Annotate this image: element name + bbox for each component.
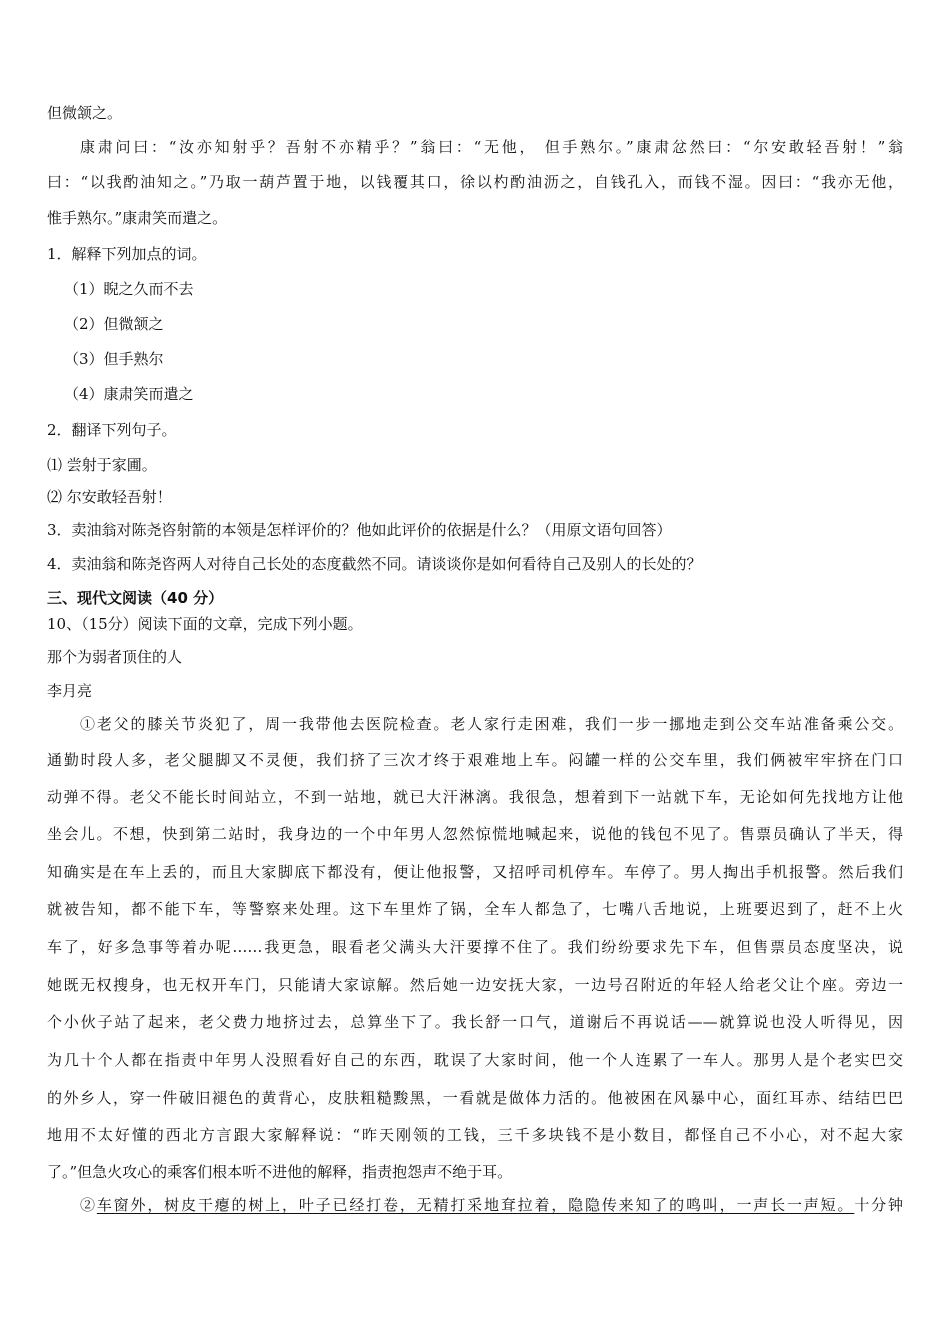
essay-line: 个小伙子站了起来，老父费力地挤过去，总算坐下了。我长舒一口气，道谢后不再说话——就算说也没人听得见，因 <box>47 1013 903 1031</box>
essay-line: ①老父的膝关节炎犯了，周一我带他去医院检查。老人家行走困难，我们一步一挪地走到公交车站准备乘公交。 <box>80 715 903 733</box>
essay-line: 就被告知，都不能下车，等警察来处理。这下车里炸了锅，全车人都急了，七嘴八舌地说，上班要迟到了，赶不上火 <box>47 900 903 918</box>
article-title: 那个为弱者顶住的人 <box>47 648 183 666</box>
question-1: 1．解释下列加点的词。 <box>47 245 207 263</box>
question-2-item: ⑵ 尔安敢轻吾射！ <box>47 488 172 506</box>
underlined-sentence: 车窗外，树皮干瘪的树上，叶子已经打卷，无精打采地耷拉着，隐隐传来知了的鸣叫，一声长一声短。 <box>96 1196 855 1214</box>
article-author: 李月亮 <box>47 682 93 700</box>
question-4: 4．卖油翁和陈尧咨两人对待自己长处的态度截然不同。请谈谈你是如何看待自己及别人的长处的？ <box>47 555 702 573</box>
essay-line: 通勤时段人多，老父腿脚又不灵便，我们挤了三次才终于艰难地上车。闷罐一样的公交车里，我们俩被牢牢挤在门口 <box>47 751 903 769</box>
essay-line: 动弹不得。老父不能长时间站立，不到一站地，就已大汗淋漓。我很急，想着到下一站就下车，无论如何先找地方让他 <box>47 788 903 806</box>
essay-line: 为几十个人都在指责中年男人没照看好自己的东西，耽误了大家时间，他一个人连累了一车人。那男人是个老实巴交 <box>47 1051 903 1069</box>
essay-line: 坐会儿。不想，快到第二站时，我身边的一个中年男人忽然惊慌地喊起来，说他的钱包不见了。售票员确认了半天，得 <box>47 825 903 843</box>
section-heading: 三、现代文阅读（40 分） <box>47 589 224 607</box>
question-1-item: （4）康肃笑而遣之 <box>64 385 194 403</box>
question-1-item: （1）睨之久而不去 <box>64 280 194 298</box>
question-3: 3．卖油翁对陈尧咨射箭的本领是怎样评价的？他如此评价的依据是什么？（用原文语句回答） <box>47 521 672 539</box>
question-1-item: （3）但手熟尔 <box>64 350 164 368</box>
essay-paragraph-2-line <box>80 1195 903 1215</box>
essay-line: 车了，好多急事等着办呢……我更急，眼看老父满头大汗要撑不住了。我们纷纷要求先下车，但售票员态度坚决，说 <box>47 938 903 956</box>
paragraph-marker: ② <box>80 1196 97 1214</box>
classical-text-line: 康肃问曰：“汝亦知射乎？吾射不亦精乎？”翁曰：“无他， 但手熟尔。”康肃忿然曰：“尔安敢轻吾射！”翁 <box>80 138 903 156</box>
question-1-item: （2）但微颔之 <box>64 315 164 333</box>
classical-text-line: 惟手熟尔。”康肃笑而遣之。 <box>47 209 228 227</box>
reading-task: 10、（15分）阅读下面的文章，完成下列小题。 <box>47 615 363 633</box>
classical-text-line: 但微颔之。 <box>47 104 123 122</box>
essay-line: 地用不太好懂的西北方言跟大家解释说：“昨天刚领的工钱，三千多块钱不是小数目，都怪自己不小心，对不起大家 <box>47 1126 903 1144</box>
essay-line: 的外乡人，穿一件破旧褪色的黄背心，皮肤粗糙黢黑，一看就是做体力活的。他被困在风暴中心，面红耳赤、结结巴巴 <box>47 1089 903 1107</box>
essay-text: 十分钟 <box>854 1196 903 1214</box>
classical-text-line: 曰：“以我酌油知之。”乃取一葫芦置于地，以钱覆其口，徐以杓酌油沥之，自钱孔入，而钱不湿。因曰：“我亦无他， <box>47 173 903 191</box>
question-2-item: ⑴ 尝射于家圃。 <box>47 456 157 474</box>
essay-line: 她既无权搜身，也无权开车门，只能请大家谅解。然后她一边安抚大家，一边号召附近的年轻人给老父让个座。旁边一 <box>47 976 903 994</box>
essay-line: 知确实是在车上丢的，而且大家脚底下都没有，便让他报警，又招呼司机停车。车停了。男人掏出手机报警。然后我们 <box>47 863 903 881</box>
essay-line: 了。”但急火攻心的乘客们根本听不进他的解释，指责抱怨声不绝于耳。 <box>47 1163 513 1181</box>
question-2: 2．翻译下列句子。 <box>47 421 177 439</box>
